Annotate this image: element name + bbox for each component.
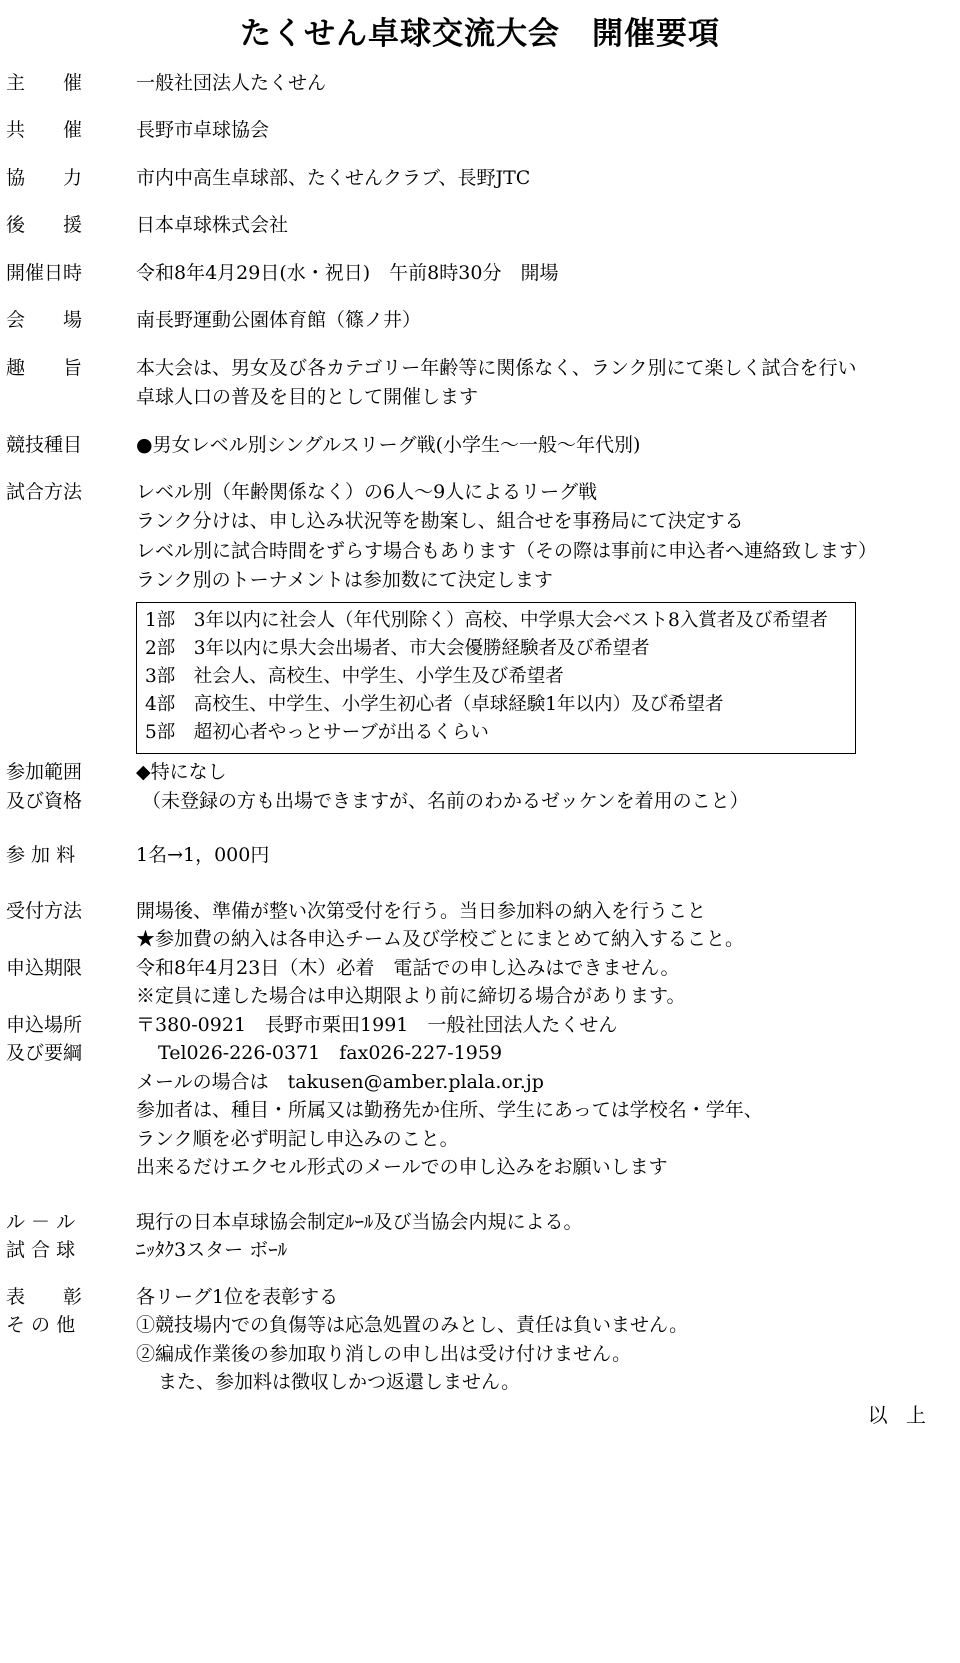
field-label: 試合方法 bbox=[6, 480, 83, 503]
field-value: 現行の日本卓球協会制定ﾙｰﾙ及び当協会内規による。 bbox=[136, 1210, 583, 1233]
field-label: 試 合 球 bbox=[6, 1239, 76, 1262]
field-row-other bbox=[0, 1311, 960, 1397]
field-row-support bbox=[0, 211, 960, 240]
field-value: レベル別（年齢関係なく）の6人～9人によるリーグ戦 ランク分けは、申し込み状況等を勘案し、組合せを事務局にて決定する レベル別に試合時間をずらす場合もあります（その際は事前に申込者へ連絡致します） ランク別のトーナメントは参加数にて決定します bbox=[136, 480, 878, 592]
field-value: 開場後、準備が整い次第受付を行う。当日参加料の納入を行うこと ★参加費の納入は各申込チーム及び学校ごとにまとめて納入すること。 bbox=[136, 899, 745, 951]
field-value: 日本卓球株式会社 bbox=[136, 214, 289, 237]
field-value: ◆特になし bbox=[136, 761, 227, 784]
field-value: （未登録の方も出場できますが、名前のわかるゼッケンを着用のこと） bbox=[142, 789, 749, 812]
field-row-deadline bbox=[0, 954, 960, 1011]
field-row-awards bbox=[0, 1283, 960, 1312]
rank-line: 4部 高校生、中学生、小学生初心者（卓球経験1年以内）及び希望者 bbox=[145, 694, 724, 716]
rank-line: 1部 3年以内に社会人（年代別除く）高校、中学県大会ベスト8入賞者及び希望者 bbox=[145, 609, 828, 631]
field-label: 参加範囲 bbox=[6, 761, 83, 784]
field-value: 長野市卓球協会 bbox=[136, 119, 270, 142]
field-row-purpose bbox=[0, 354, 960, 413]
rank-division-box bbox=[136, 602, 856, 755]
field-label: 共 催 bbox=[6, 119, 83, 142]
field-row-rules bbox=[0, 1208, 960, 1237]
field-row-venue bbox=[0, 306, 960, 335]
document-page bbox=[0, 8, 960, 1663]
field-value: ﾆｯﾀｸ3スター ボｰﾙ bbox=[136, 1239, 288, 1262]
field-label: 申込場所 bbox=[6, 1013, 83, 1036]
field-label: 趣 旨 bbox=[6, 356, 83, 379]
field-value: 令和8年4月23日（木）必着 電話での申し込みはできません。 ※定員に達した場合は申込期限より前に締切る場合があります。 bbox=[136, 956, 686, 1008]
rank-line: 2部 3年以内に県大会出場者、市大会優勝経験者及び希望者 bbox=[145, 637, 650, 659]
field-label: 及び資格 bbox=[6, 789, 83, 812]
field-row-organizer bbox=[0, 69, 960, 98]
field-label: 申込期限 bbox=[6, 956, 83, 979]
field-row-eligibility-1 bbox=[0, 758, 960, 787]
field-row-application-details bbox=[0, 1039, 960, 1182]
field-value: ①競技場内での負傷等は応急処置のみとし、責任は負いません。 ②編成作業後の参加取り消しの申し出は受け付けません。 また、参加料は徴収しかつ返還しません。 bbox=[120, 1311, 960, 1397]
rank-line: 5部 超初心者やっとサーブが出るくらい bbox=[145, 722, 489, 744]
page-title: たくせん卓球交流大会 開催要項 bbox=[240, 16, 720, 52]
closing-note: 以 上 bbox=[867, 1402, 932, 1427]
field-row-events bbox=[0, 431, 960, 460]
field-row-application-place bbox=[0, 1011, 960, 1040]
field-label: 後 援 bbox=[6, 214, 83, 237]
field-label: ル － ル bbox=[6, 1210, 76, 1233]
field-label: 及び要綱 bbox=[6, 1042, 83, 1065]
rank-line: 3部 社会人、高校生、中学生、小学生及び希望者 bbox=[145, 665, 564, 687]
field-row-datetime bbox=[0, 259, 960, 288]
field-label: そ の 他 bbox=[6, 1314, 76, 1337]
field-label: 競技種目 bbox=[6, 433, 83, 456]
field-value: 〒380-0921 長野市栗田1991 一般社団法人たくせん bbox=[136, 1013, 618, 1036]
other-last-note: また、参加料は徴収しかつ返還しません。 bbox=[158, 1371, 521, 1394]
field-label: 受付方法 bbox=[6, 899, 83, 922]
field-row-match-method bbox=[0, 478, 960, 596]
field-row-fee bbox=[0, 841, 960, 870]
field-value: 市内中高生卓球部、たくせんクラブ、長野JTC bbox=[136, 166, 531, 189]
field-label: 会 場 bbox=[6, 309, 83, 332]
field-value: 南長野運動公園体育館（篠ノ井） bbox=[136, 309, 422, 332]
field-value: 1名→1，000円 bbox=[136, 844, 270, 867]
field-row-cooperation bbox=[0, 164, 960, 193]
field-value: 各リーグ1位を表彰する bbox=[136, 1285, 339, 1308]
field-value: ●男女レベル別シングルスリーグ戦(小学生～一般～年代別) bbox=[136, 433, 641, 456]
field-label: 協 力 bbox=[6, 166, 83, 189]
field-row-eligibility-2 bbox=[0, 787, 960, 816]
field-value: 一般社団法人たくせん bbox=[136, 72, 327, 94]
field-label: 主 催 bbox=[6, 72, 83, 94]
field-value: 本大会は、男女及び各カテゴリー年齢等に関係なく、ランク別にて楽しく試合を行い 卓球人口の普及を目的として開催します bbox=[136, 356, 857, 409]
field-value: 令和8年4月29日(水・祝日) 午前8時30分 開場 bbox=[136, 261, 559, 284]
field-label: 表 彰 bbox=[6, 1285, 83, 1308]
field-value: Tel026-226-0371 fax026-227-1959 メールの場合は takusen@amber.plala.or.jp 参加者は、種目・所属又は勤務先か住所、学生にあっては学校名・学年、 ランク順を必ず明記し申込みのこと。 出来るだけエクセル形式のメールでの申し込みをお願いします bbox=[136, 1042, 763, 1179]
field-label: 参 加 料 bbox=[6, 844, 76, 867]
field-row-reception bbox=[0, 897, 960, 954]
field-row-ball bbox=[0, 1236, 960, 1265]
field-row-coorganizer bbox=[0, 116, 960, 145]
field-label: 開催日時 bbox=[6, 261, 83, 284]
